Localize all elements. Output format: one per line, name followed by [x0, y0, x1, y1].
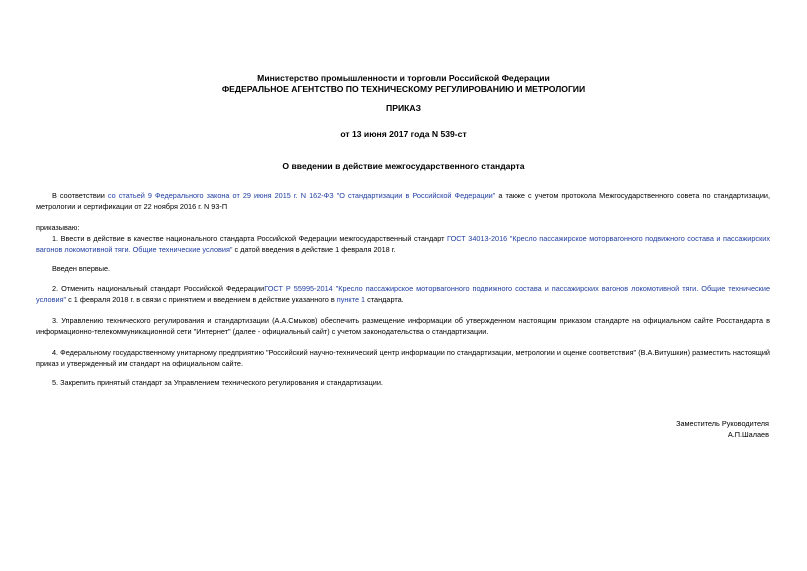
item2-text-after: стандарта. — [365, 294, 404, 304]
first-time-note: Введен впервые. — [52, 264, 111, 273]
item2-text-before: 2. Отменить национальный стандарт Российской Федерации — [52, 284, 265, 293]
signatory-position: Заместитель Руководителя — [676, 419, 769, 428]
order-item-3: 3. Управлению технического регулирования и стандартизации (А.А.Смыков) обеспечить размещение информации об утвержденном настоящим приказом стандарте на официальном сайте Росстандарта в информационно-телекоммуникационной сети "Интернет" (далее - официальный сайт) с учетом законодательства о стандартизации. — [36, 316, 770, 336]
item1-text-before: 1. Ввести в действие в качестве национального стандарта Российской Федерации межгосударственный стандарт — [52, 234, 448, 243]
gost-r-55995-link[interactable]: ГОСТ Р 55995-2014 "Кресло пассажирское моторвагонного подвижного состава и пассажирских вагонов локомотивной тяги. Общие технические условия" — [36, 284, 771, 304]
document-title: О введении в действие межгосударственного стандарта — [282, 161, 525, 171]
order-item-2 — [36, 284, 770, 305]
document-date-number: от 13 июня 2017 года N 539-ст — [340, 129, 467, 139]
preamble-text-after: а также с учетом протокола Межгосударственного совета по стандартизации, метрологии и сертификации от 22 ноября 2016 г. N 93-П — [36, 191, 771, 211]
preamble — [36, 191, 770, 212]
item-1-link[interactable]: пункте 1 — [336, 294, 366, 304]
order-item-4: 4. Федеральному государственному унитарному предприятию "Российский научно-технический центр информации по стандартизации, метрологии и оценке соответствия" (В.А.Витушкин) разместить настоящий приказ и утвержденный им стандарт на официальном сайте. — [36, 348, 770, 368]
item2-text-mid: с 1 февраля 2018 г. в связи с принятием и введением в действие указанного в — [66, 294, 337, 304]
law-link[interactable]: со статьей 9 Федерального закона от 29 июня 2015 г. N 162-ФЗ "О стандартизации в Российской Федерации" — [107, 191, 496, 200]
item1-text-after: с датой введения в действие 1 февраля 2018 г. — [232, 244, 396, 254]
ministry-name: Министерство промышленности и торговли Российской Федерации — [257, 73, 550, 83]
signatory-name: А.П.Шалаев — [727, 430, 769, 439]
order-item-5: 5. Закрепить принятый стандарт за Управлением технического регулирования и стандартизации. — [52, 378, 383, 387]
order-item-1 — [36, 234, 770, 255]
agency-name: ФЕДЕРАЛЬНОЕ АГЕНТСТВО ПО ТЕХНИЧЕСКОМУ РЕГУЛИРОВАНИЮ И МЕТРОЛОГИИ — [221, 84, 586, 94]
preamble-text-before: В соответствии — [52, 191, 108, 200]
gost-34013-link[interactable]: ГОСТ 34013-2016 "Кресло пассажирское моторвагонного подвижного состава и пассажирских вагонов локомотивной тяги. Общие технические условия" — [36, 234, 770, 254]
orders-word: приказываю: — [36, 223, 80, 232]
document-type: ПРИКАЗ — [386, 103, 421, 113]
